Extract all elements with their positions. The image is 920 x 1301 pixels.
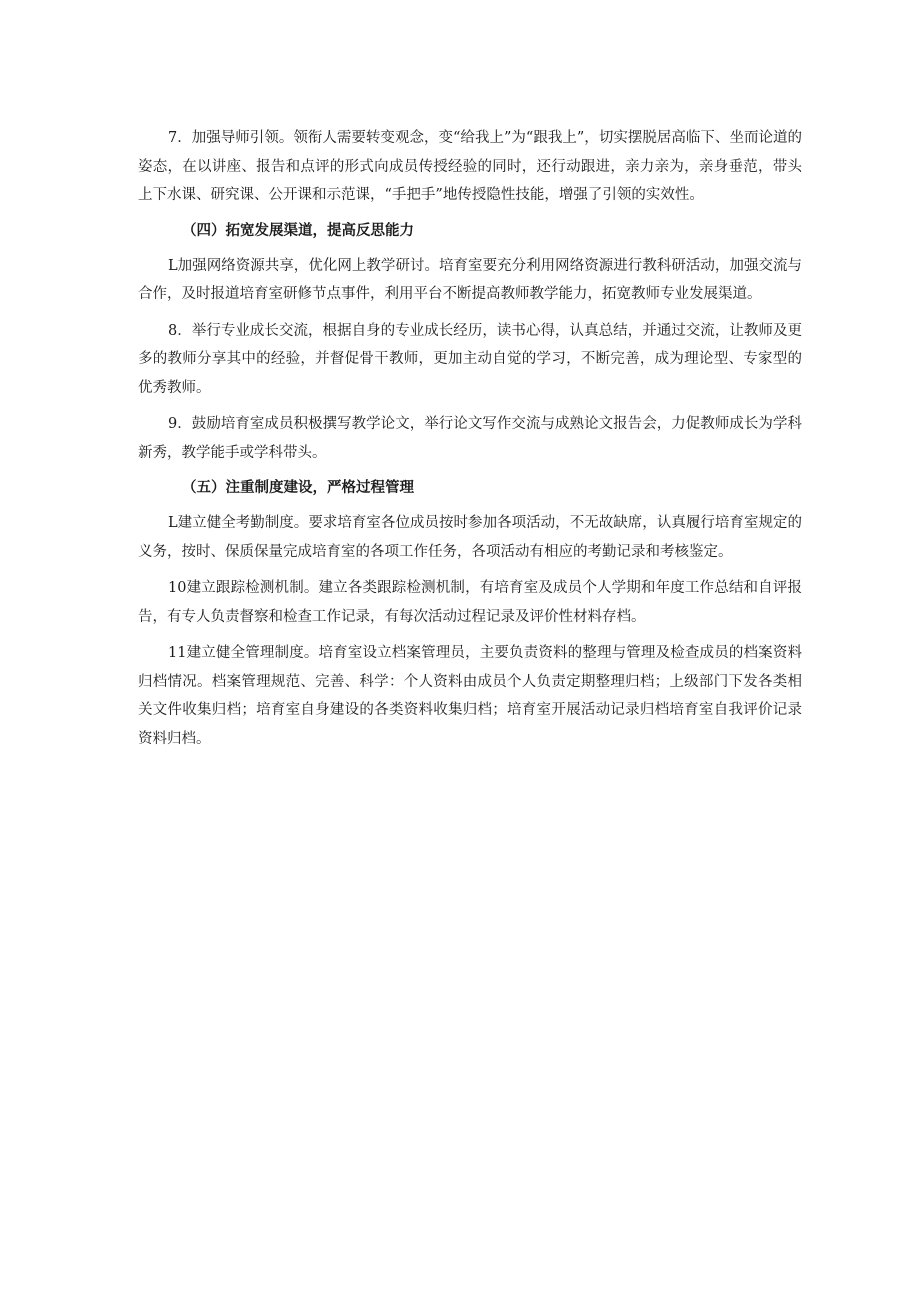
- paragraph-item-10: 10建立跟踪检测机制。建立各类跟踪检测机制，有培育室及成员个人学期和年度工作总结和自评报告，有专人负责督察和检查工作记录，有每次活动过程记录及评价性材料存档。: [138, 580, 802, 625]
- paragraph-network-sharing: L加强网络资源共享，优化网上教学研讨。培育室要充分利用网络资源进行教科研活动，加强交流与合作，及时报道培育室研修节点事件，利用平台不断提高教师教学能力，拓宽教师专业发展渠道。: [138, 257, 802, 302]
- paragraph-item-9: 9．鼓励培育室成员积极撰写教学论文，举行论文写作交流与成熟论文报告会，力促教师成长为学科新秀，教学能手或学科带头。: [138, 416, 802, 461]
- paragraph-item-11: 11建立健全管理制度。培育室设立档案管理员，主要负责资料的整理与管理及检查成员的档案资料归档情况。档案管理规范、完善、科学：个人资料由成员个人负责定期整理归档；上级部门下发各类相关文件收集归档；培育室自身建设的各类资料收集归档；培育室开展活动记录归档培育室自我评价记录资料归档。: [138, 645, 802, 747]
- section-heading-5: （五）注重制度建设，严格过程管理: [182, 480, 414, 496]
- paragraph-item-8: 8．举行专业成长交流，根据自身的专业成长经历，读书心得，认真总结，并通过交流，让教师及更多的教师分享其中的经验，并督促骨干教师，更加主动自觉的学习，不断完善，成为理论型、专家型的优秀教师。: [138, 322, 802, 396]
- paragraph-item-7: 7．加强导师引领。领衔人需要转变观念，变“给我上”为“跟我上”，切实摆脱居高临下、坐而论道的姿态，在以讲座、报告和点评的形式向成员传授经验的同时，还行动跟进，亲力亲为，亲身垂范，带头上下水课、研究课、公开课和示范课，“手把手”地传授隐性技能，增强了引领的实效性。: [138, 130, 802, 203]
- section-heading-4: （四）拓宽发展渠道，提高反思能力: [182, 222, 414, 239]
- document-body: [138, 124, 802, 761]
- paragraph-attendance: L建立健全考勤制度。要求培育室各位成员按时参加各项活动，不无故缺席，认真履行培育室规定的义务，按时、保质保量完成培育室的各项工作任务，各项活动有相应的考勤记录和考核鉴定。: [138, 515, 802, 560]
